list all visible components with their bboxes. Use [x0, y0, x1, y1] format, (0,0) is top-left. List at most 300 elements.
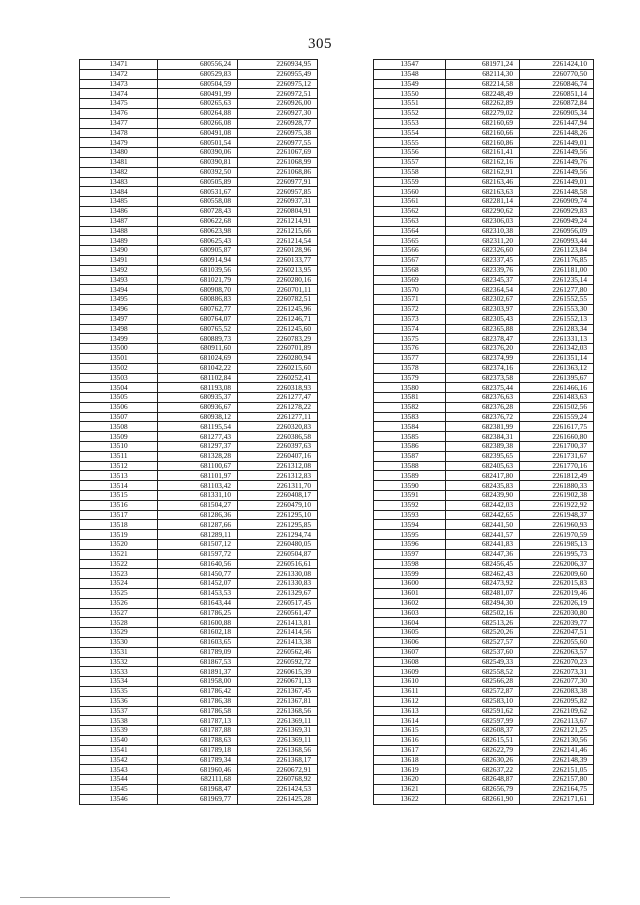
y-coordinate-cell: 2260851,14 [520, 89, 594, 99]
y-coordinate-cell: 2260804,91 [238, 206, 318, 216]
x-coordinate-cell: 681453,53 [158, 589, 238, 599]
y-coordinate-cell: 2260672,91 [238, 765, 318, 775]
x-coordinate-cell: 682648,87 [446, 775, 520, 785]
x-coordinate-cell: 681603,65 [158, 638, 238, 648]
y-coordinate-cell: 2261311,70 [238, 481, 318, 491]
point-number-cell: 13527 [80, 608, 158, 618]
x-coordinate-cell: 681277,43 [158, 432, 238, 442]
table-row [80, 735, 318, 745]
table-row [80, 157, 318, 167]
y-coordinate-cell: 2261447,94 [520, 118, 594, 128]
y-coordinate-cell: 2262006,37 [520, 559, 594, 569]
x-coordinate-cell: 682305,43 [446, 314, 520, 324]
point-number-cell: 13547 [374, 60, 446, 70]
table-row [80, 755, 318, 765]
table-row [374, 579, 594, 589]
x-coordinate-cell: 682591,62 [446, 706, 520, 716]
table-row [374, 167, 594, 177]
point-number-cell: 13485 [80, 197, 158, 207]
table-row [374, 393, 594, 403]
x-coordinate-cell: 681507,12 [158, 540, 238, 550]
point-number-cell: 13502 [80, 363, 158, 373]
y-coordinate-cell: 2261880,33 [520, 481, 594, 491]
point-number-cell: 13515 [80, 491, 158, 501]
y-coordinate-cell: 2260407,16 [238, 451, 318, 461]
x-coordinate-cell: 680390,06 [158, 148, 238, 158]
x-coordinate-cell: 681867,53 [158, 657, 238, 667]
table-row [374, 304, 594, 314]
table-body [80, 60, 318, 805]
x-coordinate-cell: 680390,81 [158, 157, 238, 167]
point-number-cell: 13577 [374, 353, 446, 363]
x-coordinate-cell: 681960,46 [158, 765, 238, 775]
table-row [374, 187, 594, 197]
y-coordinate-cell: 2261424,53 [238, 784, 318, 794]
y-coordinate-cell: 2262109,62 [520, 706, 594, 716]
table-row [374, 422, 594, 432]
point-number-cell: 13597 [374, 549, 446, 559]
y-coordinate-cell: 2260977,91 [238, 177, 318, 187]
table-row [374, 206, 594, 216]
y-coordinate-cell: 2262171,61 [520, 794, 594, 804]
table-row [374, 667, 594, 677]
y-coordinate-cell: 2261368,56 [238, 706, 318, 716]
x-coordinate-cell: 681786,42 [158, 687, 238, 697]
x-coordinate-cell: 681643,44 [158, 598, 238, 608]
table-row [374, 794, 594, 804]
point-number-cell: 13477 [80, 118, 158, 128]
x-coordinate-cell: 682376,72 [446, 412, 520, 422]
x-coordinate-cell: 680765,52 [158, 324, 238, 334]
y-coordinate-cell: 2260517,45 [238, 598, 318, 608]
table-row [374, 481, 594, 491]
table-row [374, 216, 594, 226]
x-coordinate-cell: 680265,63 [158, 99, 238, 109]
y-coordinate-cell: 2262151,05 [520, 765, 594, 775]
y-coordinate-cell: 2261312,83 [238, 471, 318, 481]
point-number-cell: 13510 [80, 442, 158, 452]
table-row [80, 79, 318, 89]
y-coordinate-cell: 2260993,44 [520, 236, 594, 246]
table-row [80, 687, 318, 697]
x-coordinate-cell: 680392,50 [158, 167, 238, 177]
point-number-cell: 13506 [80, 402, 158, 412]
point-number-cell: 13551 [374, 99, 446, 109]
y-coordinate-cell: 2260408,17 [238, 491, 318, 501]
y-coordinate-cell: 2262095,82 [520, 696, 594, 706]
y-coordinate-cell: 2261449,01 [520, 138, 594, 148]
x-coordinate-cell: 680762,77 [158, 304, 238, 314]
y-coordinate-cell: 2262148,39 [520, 755, 594, 765]
table-row [374, 549, 594, 559]
point-number-cell: 13598 [374, 559, 446, 569]
point-number-cell: 13496 [80, 304, 158, 314]
point-number-cell: 13601 [374, 589, 446, 599]
y-coordinate-cell: 2260280,94 [238, 353, 318, 363]
y-coordinate-cell: 2261448,58 [520, 187, 594, 197]
y-coordinate-cell: 2261559,24 [520, 412, 594, 422]
table-row [80, 784, 318, 794]
table-row [80, 579, 318, 589]
y-coordinate-cell: 2260929,83 [520, 206, 594, 216]
table-row [80, 500, 318, 510]
point-number-cell: 13580 [374, 383, 446, 393]
x-coordinate-cell: 681102,84 [158, 373, 238, 383]
x-coordinate-cell: 680764,07 [158, 314, 238, 324]
table-row [80, 89, 318, 99]
y-coordinate-cell: 2261277,11 [238, 412, 318, 422]
point-number-cell: 13546 [80, 794, 158, 804]
x-coordinate-cell: 682160,86 [446, 138, 520, 148]
table-row [80, 177, 318, 187]
x-coordinate-cell: 682163,63 [446, 187, 520, 197]
table-row [80, 618, 318, 628]
x-coordinate-cell: 682376,63 [446, 393, 520, 403]
y-coordinate-cell: 2261552,13 [520, 314, 594, 324]
table-row [80, 422, 318, 432]
y-coordinate-cell: 2261368,56 [238, 745, 318, 755]
y-coordinate-cell: 2261368,17 [238, 755, 318, 765]
x-coordinate-cell: 682161,41 [446, 148, 520, 158]
y-coordinate-cell: 2261330,08 [238, 569, 318, 579]
point-number-cell: 13482 [80, 167, 158, 177]
point-number-cell: 13538 [80, 716, 158, 726]
table-row [80, 295, 318, 305]
table-row [374, 363, 594, 373]
y-coordinate-cell: 2261277,80 [520, 285, 594, 295]
x-coordinate-cell: 681969,77 [158, 794, 238, 804]
y-coordinate-cell: 2261449,56 [520, 148, 594, 158]
table-row [374, 540, 594, 550]
table-row [80, 559, 318, 569]
x-coordinate-cell: 682537,60 [446, 647, 520, 657]
y-coordinate-cell: 2261123,84 [520, 246, 594, 256]
x-coordinate-cell: 680911,60 [158, 344, 238, 354]
y-coordinate-cell: 2261502,56 [520, 402, 594, 412]
point-number-cell: 13500 [80, 344, 158, 354]
table-row [374, 451, 594, 461]
point-number-cell: 13600 [374, 579, 446, 589]
x-coordinate-cell: 681328,28 [158, 451, 238, 461]
table-row [80, 726, 318, 736]
y-coordinate-cell: 2261449,01 [520, 177, 594, 187]
point-number-cell: 13564 [374, 226, 446, 236]
y-coordinate-cell: 2260480,05 [238, 540, 318, 550]
point-number-cell: 13501 [80, 353, 158, 363]
y-coordinate-cell: 2261245,96 [238, 304, 318, 314]
point-number-cell: 13569 [374, 275, 446, 285]
x-coordinate-cell: 682303,97 [446, 304, 520, 314]
point-number-cell: 13492 [80, 265, 158, 275]
point-number-cell: 13517 [80, 510, 158, 520]
point-number-cell: 13553 [374, 118, 446, 128]
point-number-cell: 13619 [374, 765, 446, 775]
x-coordinate-cell: 681789,09 [158, 647, 238, 657]
table-row [374, 373, 594, 383]
y-coordinate-cell: 2262026,19 [520, 598, 594, 608]
y-coordinate-cell: 2260128,96 [238, 246, 318, 256]
point-number-cell: 13542 [80, 755, 158, 765]
y-coordinate-cell: 2261552,55 [520, 295, 594, 305]
table-row [374, 118, 594, 128]
y-coordinate-cell: 2260562,46 [238, 647, 318, 657]
x-coordinate-cell: 682384,31 [446, 432, 520, 442]
x-coordinate-cell: 682281,14 [446, 197, 520, 207]
table-row [374, 589, 594, 599]
y-coordinate-cell: 2260927,30 [238, 108, 318, 118]
y-coordinate-cell: 2260975,12 [238, 79, 318, 89]
y-coordinate-cell: 2260386,58 [238, 432, 318, 442]
x-coordinate-cell: 681101,97 [158, 471, 238, 481]
y-coordinate-cell: 2261425,28 [238, 794, 318, 804]
point-number-cell: 13490 [80, 246, 158, 256]
y-coordinate-cell: 2260846,74 [520, 79, 594, 89]
y-coordinate-cell: 2261312,08 [238, 461, 318, 471]
y-coordinate-cell: 2260909,74 [520, 197, 594, 207]
point-number-cell: 13549 [374, 79, 446, 89]
y-coordinate-cell: 2260770,50 [520, 69, 594, 79]
y-coordinate-cell: 2261068,99 [238, 157, 318, 167]
point-number-cell: 13590 [374, 481, 446, 491]
table-row [374, 530, 594, 540]
y-coordinate-cell: 2261235,14 [520, 275, 594, 285]
x-coordinate-cell: 682447,36 [446, 549, 520, 559]
y-coordinate-cell: 2260592,72 [238, 657, 318, 667]
x-coordinate-cell: 682395,65 [446, 451, 520, 461]
x-coordinate-cell: 681331,10 [158, 491, 238, 501]
x-coordinate-cell: 681297,37 [158, 442, 238, 452]
y-coordinate-cell: 2262130,56 [520, 735, 594, 745]
x-coordinate-cell: 682162,16 [446, 157, 520, 167]
table-row [374, 598, 594, 608]
y-coordinate-cell: 2261960,93 [520, 520, 594, 530]
table-row [80, 216, 318, 226]
x-coordinate-cell: 681450,77 [158, 569, 238, 579]
table-row [80, 226, 318, 236]
x-coordinate-cell: 680889,73 [158, 334, 238, 344]
x-coordinate-cell: 682622,79 [446, 745, 520, 755]
table-row [374, 197, 594, 207]
y-coordinate-cell: 2260516,61 [238, 559, 318, 569]
point-number-cell: 13509 [80, 432, 158, 442]
table-row [80, 540, 318, 550]
y-coordinate-cell: 2262073,31 [520, 667, 594, 677]
x-coordinate-cell: 682513,26 [446, 618, 520, 628]
x-coordinate-cell: 680625,43 [158, 236, 238, 246]
x-coordinate-cell: 682441,57 [446, 530, 520, 540]
x-coordinate-cell: 681452,07 [158, 579, 238, 589]
table-row [374, 628, 594, 638]
point-number-cell: 13479 [80, 138, 158, 148]
y-coordinate-cell: 2262083,38 [520, 687, 594, 697]
point-number-cell: 13521 [80, 549, 158, 559]
point-number-cell: 13620 [374, 775, 446, 785]
x-coordinate-cell: 681193,08 [158, 383, 238, 393]
y-coordinate-cell: 2261329,67 [238, 589, 318, 599]
table-row [80, 197, 318, 207]
y-coordinate-cell: 2260905,34 [520, 108, 594, 118]
x-coordinate-cell: 681042,22 [158, 363, 238, 373]
y-coordinate-cell: 2260252,41 [238, 373, 318, 383]
y-coordinate-cell: 2261295,10 [238, 510, 318, 520]
point-number-cell: 13540 [80, 735, 158, 745]
table-row [80, 255, 318, 265]
y-coordinate-cell: 2262063,57 [520, 647, 594, 657]
table-row [374, 344, 594, 354]
point-number-cell: 13511 [80, 451, 158, 461]
point-number-cell: 13596 [374, 540, 446, 550]
point-number-cell: 13612 [374, 696, 446, 706]
table-row [80, 314, 318, 324]
footer-divider [20, 897, 170, 898]
point-number-cell: 13545 [80, 784, 158, 794]
x-coordinate-cell: 682456,45 [446, 559, 520, 569]
x-coordinate-cell: 682365,88 [446, 324, 520, 334]
page-number: 305 [308, 36, 332, 52]
x-coordinate-cell: 681602,18 [158, 628, 238, 638]
x-coordinate-cell: 680936,67 [158, 402, 238, 412]
point-number-cell: 13571 [374, 295, 446, 305]
point-number-cell: 13616 [374, 735, 446, 745]
table-row [80, 589, 318, 599]
y-coordinate-cell: 2260615,39 [238, 667, 318, 677]
x-coordinate-cell: 682405,63 [446, 461, 520, 471]
table-row [374, 324, 594, 334]
y-coordinate-cell: 2261215,66 [238, 226, 318, 236]
table-row [374, 510, 594, 520]
x-coordinate-cell: 682442,65 [446, 510, 520, 520]
point-number-cell: 13498 [80, 324, 158, 334]
table-row [374, 60, 594, 70]
x-coordinate-cell: 681024,69 [158, 353, 238, 363]
table-row [80, 118, 318, 128]
coordinates-table-left [79, 59, 318, 805]
point-number-cell: 13541 [80, 745, 158, 755]
table-row [374, 706, 594, 716]
table-row [374, 765, 594, 775]
x-coordinate-cell: 682441,50 [446, 520, 520, 530]
y-coordinate-cell: 2262121,25 [520, 726, 594, 736]
y-coordinate-cell: 2260975,38 [238, 128, 318, 138]
y-coordinate-cell: 2261294,74 [238, 530, 318, 540]
x-coordinate-cell: 680938,12 [158, 412, 238, 422]
y-coordinate-cell: 2261995,73 [520, 549, 594, 559]
x-coordinate-cell: 682661,90 [446, 794, 520, 804]
x-coordinate-cell: 682262,89 [446, 99, 520, 109]
y-coordinate-cell: 2261367,81 [238, 696, 318, 706]
table-row [374, 108, 594, 118]
table-row [80, 344, 318, 354]
y-coordinate-cell: 2262009,60 [520, 569, 594, 579]
point-number-cell: 13608 [374, 657, 446, 667]
table-row [374, 638, 594, 648]
x-coordinate-cell: 682439,90 [446, 491, 520, 501]
table-row [374, 128, 594, 138]
table-row [374, 784, 594, 794]
x-coordinate-cell: 682381,99 [446, 422, 520, 432]
table-row [80, 246, 318, 256]
point-number-cell: 13543 [80, 765, 158, 775]
y-coordinate-cell: 2261449,76 [520, 157, 594, 167]
y-coordinate-cell: 2262157,80 [520, 775, 594, 785]
point-number-cell: 13611 [374, 687, 446, 697]
point-number-cell: 13475 [80, 99, 158, 109]
x-coordinate-cell: 682441,83 [446, 540, 520, 550]
table-row [80, 187, 318, 197]
point-number-cell: 13568 [374, 265, 446, 275]
table-row [374, 69, 594, 79]
table-row [80, 285, 318, 295]
x-coordinate-cell: 682558,52 [446, 667, 520, 677]
x-coordinate-cell: 682248,49 [446, 89, 520, 99]
x-coordinate-cell: 681786,58 [158, 706, 238, 716]
x-coordinate-cell: 682310,38 [446, 226, 520, 236]
y-coordinate-cell: 2261176,85 [520, 255, 594, 265]
x-coordinate-cell: 682608,37 [446, 726, 520, 736]
table-row [80, 128, 318, 138]
x-coordinate-cell: 682160,69 [446, 118, 520, 128]
x-coordinate-cell: 682345,37 [446, 275, 520, 285]
x-coordinate-cell: 681789,34 [158, 755, 238, 765]
x-coordinate-cell: 681286,36 [158, 510, 238, 520]
table-row [374, 569, 594, 579]
x-coordinate-cell: 682417,80 [446, 471, 520, 481]
x-coordinate-cell: 682374,99 [446, 353, 520, 363]
y-coordinate-cell: 2262077,30 [520, 677, 594, 687]
y-coordinate-cell: 2261342,03 [520, 344, 594, 354]
point-number-cell: 13474 [80, 89, 158, 99]
y-coordinate-cell: 2261330,83 [238, 579, 318, 589]
table-row [374, 295, 594, 305]
y-coordinate-cell: 2260397,63 [238, 442, 318, 452]
point-number-cell: 13497 [80, 314, 158, 324]
y-coordinate-cell: 2261277,47 [238, 393, 318, 403]
y-coordinate-cell: 2260320,83 [238, 422, 318, 432]
table-row [80, 60, 318, 70]
table-row [80, 383, 318, 393]
table-row [80, 471, 318, 481]
point-number-cell: 13476 [80, 108, 158, 118]
table-row [80, 353, 318, 363]
x-coordinate-cell: 681640,56 [158, 559, 238, 569]
point-number-cell: 13473 [80, 79, 158, 89]
table-row [374, 657, 594, 667]
point-number-cell: 13621 [374, 784, 446, 794]
table-row [80, 236, 318, 246]
x-coordinate-cell: 680623,98 [158, 226, 238, 236]
table-row [374, 246, 594, 256]
table-row [374, 383, 594, 393]
point-number-cell: 13594 [374, 520, 446, 530]
x-coordinate-cell: 682502,16 [446, 608, 520, 618]
point-number-cell: 13595 [374, 530, 446, 540]
table-row [374, 157, 594, 167]
table-row [374, 461, 594, 471]
y-coordinate-cell: 2261283,34 [520, 324, 594, 334]
y-coordinate-cell: 2262015,83 [520, 579, 594, 589]
point-number-cell: 13539 [80, 726, 158, 736]
point-number-cell: 13529 [80, 628, 158, 638]
y-coordinate-cell: 2261448,26 [520, 128, 594, 138]
y-coordinate-cell: 2262039,77 [520, 618, 594, 628]
table-row [80, 432, 318, 442]
table-row [80, 275, 318, 285]
point-number-cell: 13558 [374, 167, 446, 177]
y-coordinate-cell: 2262070,23 [520, 657, 594, 667]
x-coordinate-cell: 682481,07 [446, 589, 520, 599]
point-number-cell: 13609 [374, 667, 446, 677]
table-row [80, 598, 318, 608]
